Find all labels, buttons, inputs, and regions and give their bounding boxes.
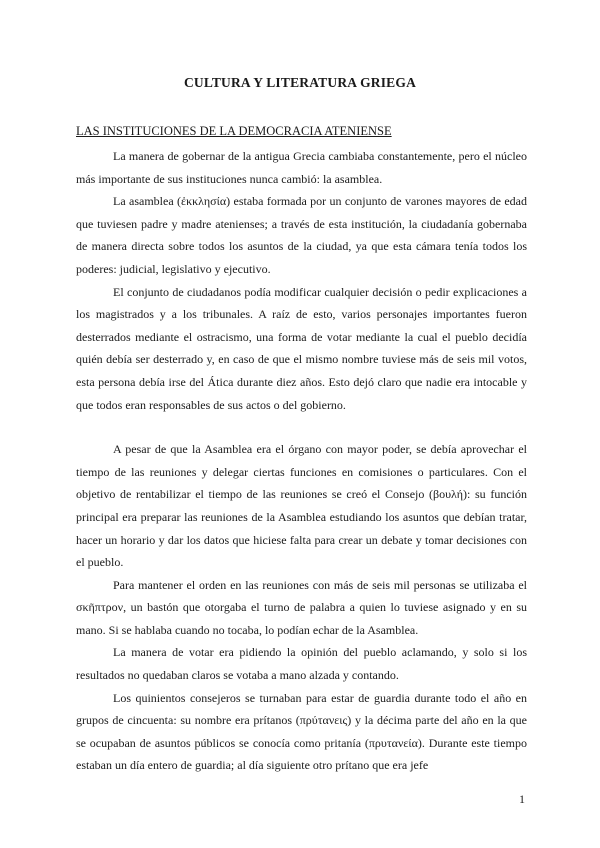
paragraph-6: La manera de votar era pidiendo la opinión del pueblo aclamando, y solo si los resultados no quedaban claros se votaba a mano alzada y contando.: [76, 645, 527, 683]
paragraph-4: A pesar de que la Asamblea era el órgano con mayor poder, se debía aprovechar el tiempo de las reuniones y delegar ciertas funciones en comisiones o particulares. Con el objetivo de rentabilizar el tiempo de las reuniones se creó el Consejo (βουλή): su función principal era preparar las reuniones de la Asamblea estudiando los asuntos que debían tratar, hacer un horario y dar los datos que hiciese falta para crear un debate y tomar decisiones con el pueblo.: [76, 442, 527, 570]
paragraph-7: Los quinientos consejeros se turnaban para estar de guardia durante todo el año en grupos de cincuenta: su nombre era prítanos (πρύτανεις) y la décima parte del año en la que se ocupaban de asuntos públicos se conocía como pritanía (πρυτανεία). Durante este tiempo estaban un día entero de guardia; al día siguiente otro prítano que era jefe: [76, 690, 527, 773]
page-number: 1: [519, 792, 525, 806]
paragraph-5: Para mantener el orden en las reuniones con más de seis mil personas se utilizaba el σκῆπτρον, un bastón que otorgaba el turno de palabra a quien lo tuviese asignado y en su mano. Si se hablaba cuando no tocaba, lo podían echar de la Asamblea.: [76, 577, 527, 637]
section-heading: LAS INSTITUCIONES DE LA DEMOCRACIA ATENIENSE: [76, 124, 392, 138]
paragraph-2: La asamblea (ἐκκλησία) estaba formada por un conjunto de varones mayores de edad que tuviesen padre y madre atenienses; a través de esta institución, la ciudadanía gobernaba de manera directa sobre todos los asuntos de la ciudad, ya que esta cámara tenía todos los poderes: judicial, legislativo y ejecutivo.: [76, 194, 527, 276]
paragraph-1: La manera de gobernar de la antigua Grecia cambiaba constantemente, pero el núcleo más importante de sus instituciones nunca cambió: la asamblea.: [76, 149, 527, 186]
document-title: CULTURA Y LITERATURA GRIEGA: [183, 75, 417, 90]
paragraph-3: El conjunto de ciudadanos podía modificar cualquier decisión o pedir explicaciones a los magistrados y a los tribunales. A raíz de esto, varios personajes importantes fueron desterrados mediante el ostracismo, una forma de votar mediante la cual el pueblo decidía quién debía ser desterrado y, en caso de que el mismo nombre tuviese más de seis mil votos, esta persona debía irse del Ática durante diez años. Esto dejó claro que nadie era intocable y que todos eran responsables de sus actos o del gobierno.: [76, 284, 527, 412]
document-body: [76, 145, 527, 777]
